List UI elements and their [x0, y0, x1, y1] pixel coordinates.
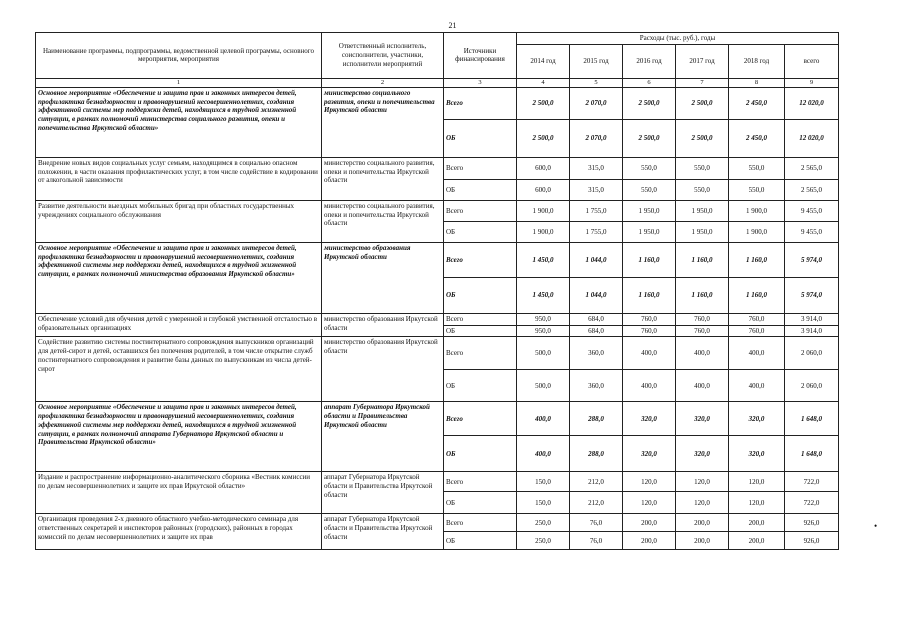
page-number: 21	[448, 21, 457, 30]
funding-source: Всего	[444, 337, 517, 370]
executor: министерство образования Иркутской области	[322, 337, 444, 402]
year-value: 2 500,0	[517, 87, 570, 119]
year-value: 1 044,0	[570, 277, 623, 313]
year-value: 2 500,0	[676, 119, 729, 157]
year-value: 550,0	[623, 157, 676, 179]
year-value: 550,0	[729, 179, 785, 200]
table-row	[36, 514, 839, 532]
year-value: 1 450,0	[517, 242, 570, 277]
total-value: 3 914,0	[785, 325, 839, 337]
executor: аппарат Губернатора Иркутской области и Правительства Иркутской области	[322, 514, 444, 550]
year-value: 320,0	[729, 436, 785, 472]
year-value: 1 900,0	[517, 221, 570, 242]
year-value: 400,0	[676, 370, 729, 402]
funding-source: ОБ	[444, 532, 517, 550]
year-value: 950,0	[517, 325, 570, 337]
total-value: 722,0	[785, 472, 839, 492]
executor: министерство социального развития, опеки и попечительства Иркутской области	[322, 87, 444, 157]
year-value: 400,0	[729, 337, 785, 370]
year-value: 760,0	[729, 325, 785, 337]
year-value: 1 950,0	[676, 221, 729, 242]
year-value: 550,0	[623, 179, 676, 200]
year-value: 120,0	[676, 492, 729, 514]
funding-source: Всего	[444, 472, 517, 492]
year-value: 400,0	[517, 436, 570, 472]
funding-source: Всего	[444, 242, 517, 277]
total-value: 9 455,0	[785, 221, 839, 242]
year-value: 120,0	[676, 472, 729, 492]
column-index: 8	[729, 78, 785, 87]
header-year: 2016 год	[623, 44, 676, 78]
year-value: 760,0	[623, 313, 676, 325]
year-value: 760,0	[623, 325, 676, 337]
year-value: 1 160,0	[729, 277, 785, 313]
year-value: 1 160,0	[623, 277, 676, 313]
total-value: 2 060,0	[785, 337, 839, 370]
year-value: 1 950,0	[623, 200, 676, 221]
activity-name: Организация проведения 2-х дневного областного учебно-методического семинара для ответственных секретарей и инспекторов районных (городских), районных в городах комиссий по делам несовершеннолетних и защите их прав	[36, 514, 322, 550]
year-value: 1 160,0	[729, 242, 785, 277]
executor: министерство социального развития, опеки и попечительства Иркутской области	[322, 200, 444, 242]
year-value: 2 500,0	[623, 119, 676, 157]
year-value: 150,0	[517, 492, 570, 514]
header-year: 2015 год	[570, 44, 623, 78]
year-value: 400,0	[623, 337, 676, 370]
year-value: 550,0	[676, 179, 729, 200]
header-total: всего	[785, 44, 839, 78]
year-value: 2 450,0	[729, 119, 785, 157]
funding-source: ОБ	[444, 119, 517, 157]
funding-source: Всего	[444, 402, 517, 436]
table-row	[36, 200, 839, 221]
column-index: 3	[444, 78, 517, 87]
total-value: 2 060,0	[785, 370, 839, 402]
funding-source: Всего	[444, 87, 517, 119]
year-value: 950,0	[517, 313, 570, 325]
year-value: 2 070,0	[570, 119, 623, 157]
activity-name: Основное мероприятие «Обеспечение и защита прав и законных интересов детей, профилактика безнадзорности и правонарушений несовершеннолетних, создания эффективной системы мер поддержки детей, находящихся в трудной жизненной ситуации, в рамках полномочий министерства образования Иркутской области»	[36, 242, 322, 313]
executor: министерство социального развития, опеки и попечительства Иркутской области	[322, 157, 444, 200]
header-expenses: Расходы (тыс. руб.), годы	[517, 33, 839, 45]
year-value: 1 900,0	[729, 221, 785, 242]
header-source: Источники финансирования	[444, 33, 517, 79]
year-value: 2 500,0	[623, 87, 676, 119]
year-value: 120,0	[729, 492, 785, 514]
total-value: 12 020,0	[785, 87, 839, 119]
year-value: 600,0	[517, 157, 570, 179]
total-value: 5 974,0	[785, 242, 839, 277]
table-body	[36, 87, 839, 550]
year-value: 500,0	[517, 370, 570, 402]
year-value: 1 044,0	[570, 242, 623, 277]
year-value: 550,0	[729, 157, 785, 179]
total-value: 12 020,0	[785, 119, 839, 157]
year-value: 320,0	[676, 436, 729, 472]
year-value: 360,0	[570, 370, 623, 402]
year-value: 400,0	[517, 402, 570, 436]
year-value: 1 755,0	[570, 200, 623, 221]
year-value: 288,0	[570, 402, 623, 436]
total-value: 1 648,0	[785, 402, 839, 436]
year-value: 2 500,0	[517, 119, 570, 157]
funding-source: ОБ	[444, 492, 517, 514]
year-value: 320,0	[729, 402, 785, 436]
activity-name: Развитие деятельности выездных мобильных бригад при областных государственных учреждениях социального обслуживания	[36, 200, 322, 242]
funding-source: ОБ	[444, 221, 517, 242]
total-value: 2 565,0	[785, 157, 839, 179]
total-value: 722,0	[785, 492, 839, 514]
budget-table	[35, 32, 839, 550]
funding-source: ОБ	[444, 436, 517, 472]
total-value: 3 914,0	[785, 313, 839, 325]
table-row	[36, 337, 839, 370]
total-value: 5 974,0	[785, 277, 839, 313]
year-value: 320,0	[623, 436, 676, 472]
year-value: 550,0	[676, 157, 729, 179]
scan-mark: '	[268, 56, 269, 61]
year-value: 120,0	[623, 492, 676, 514]
year-value: 76,0	[570, 514, 623, 532]
header-year: 2017 год	[676, 44, 729, 78]
header-year: 2014 год	[517, 44, 570, 78]
year-value: 760,0	[676, 325, 729, 337]
executor: министерство образования Иркутской области	[322, 242, 444, 313]
column-index: 2	[322, 78, 444, 87]
year-value: 120,0	[623, 472, 676, 492]
activity-name: Основное мероприятие «Обеспечение и защита прав и законных интересов детей, профилактика безнадзорности и правонарушений несовершеннолетних, создания эффективной системы мер поддержки детей, находящихся в трудной жизненной ситуации, в рамках полномочий аппарата Губернатора Иркутской области и Правительства Иркутской области»	[36, 402, 322, 472]
year-value: 684,0	[570, 313, 623, 325]
activity-name: Издание и распространение информационно-аналитического сборника «Вестник комиссии по делам несовершеннолетних и защите их прав Иркутской области»	[36, 472, 322, 514]
year-value: 200,0	[623, 532, 676, 550]
year-value: 200,0	[729, 532, 785, 550]
activity-name: Внедрение новых видов социальных услуг семьям, находящимся в социально опасном положении, в части оказания профилактических услуг, в том числе содействие в кодировании от алкогольной зависимости	[36, 157, 322, 200]
column-index: 4	[517, 78, 570, 87]
year-value: 212,0	[570, 492, 623, 514]
year-value: 1 950,0	[676, 200, 729, 221]
year-value: 400,0	[623, 370, 676, 402]
funding-source: Всего	[444, 200, 517, 221]
year-value: 500,0	[517, 337, 570, 370]
year-value: 315,0	[570, 157, 623, 179]
header-year: 2018 год	[729, 44, 785, 78]
column-index: 5	[570, 78, 623, 87]
table-row	[36, 472, 839, 492]
year-value: 684,0	[570, 325, 623, 337]
funding-source: Всего	[444, 157, 517, 179]
year-value: 400,0	[729, 370, 785, 402]
table-row	[36, 87, 839, 119]
activity-name: Основное мероприятие «Обеспечение и защита прав и законных интересов детей, профилактика безнадзорности и правонарушений несовершеннолетних, создания эффективной системы мер поддержки детей, находящихся в трудной жизненной ситуации, в рамках полномочий министерства социального развития, опеки и попечительства Иркутской области»	[36, 87, 322, 157]
funding-source: ОБ	[444, 370, 517, 402]
year-value: 1 160,0	[623, 242, 676, 277]
column-index: 1	[36, 78, 322, 87]
total-value: 9 455,0	[785, 200, 839, 221]
total-value: 926,0	[785, 532, 839, 550]
year-value: 2 070,0	[570, 87, 623, 119]
header-name: Наименование программы, подпрограммы, ведомственной целевой программы, основного мероприятия, мероприятия	[36, 33, 322, 79]
year-value: 200,0	[676, 532, 729, 550]
scan-mark: •	[874, 521, 878, 531]
year-value: 212,0	[570, 472, 623, 492]
activity-name: Обеспечение условий для обучения детей с умеренной и глубокой умственной отсталостью в образовательных организациях	[36, 313, 322, 337]
year-value: 200,0	[729, 514, 785, 532]
table-row	[36, 157, 839, 179]
column-index: 7	[676, 78, 729, 87]
column-index: 9	[785, 78, 839, 87]
executor: аппарат Губернатора Иркутской области и Правительства Иркутской области	[322, 402, 444, 472]
total-value: 926,0	[785, 514, 839, 532]
year-value: 760,0	[729, 313, 785, 325]
year-value: 760,0	[676, 313, 729, 325]
year-value: 76,0	[570, 532, 623, 550]
executor: аппарат Губернатора Иркутской области и Правительства Иркутской области	[322, 472, 444, 514]
year-value: 1 900,0	[729, 200, 785, 221]
year-value: 1 950,0	[623, 221, 676, 242]
table-row	[36, 242, 839, 277]
total-value: 2 565,0	[785, 179, 839, 200]
year-value: 360,0	[570, 337, 623, 370]
year-value: 250,0	[517, 514, 570, 532]
year-value: 250,0	[517, 532, 570, 550]
year-value: 320,0	[676, 402, 729, 436]
executor: министерство образования Иркутской области	[322, 313, 444, 337]
year-value: 315,0	[570, 179, 623, 200]
header-executor: Ответственный исполнитель, соисполнители, участники, исполнители мероприятий	[322, 33, 444, 79]
year-value: 1 450,0	[517, 277, 570, 313]
column-index: 6	[623, 78, 676, 87]
year-value: 400,0	[676, 337, 729, 370]
year-value: 600,0	[517, 179, 570, 200]
year-value: 200,0	[623, 514, 676, 532]
table-row	[36, 313, 839, 325]
year-value: 120,0	[729, 472, 785, 492]
year-value: 320,0	[623, 402, 676, 436]
funding-source: Всего	[444, 313, 517, 325]
table-row	[36, 402, 839, 436]
year-value: 1 160,0	[676, 242, 729, 277]
year-value: 150,0	[517, 472, 570, 492]
year-value: 200,0	[676, 514, 729, 532]
year-value: 1 755,0	[570, 221, 623, 242]
total-value: 1 648,0	[785, 436, 839, 472]
year-value: 288,0	[570, 436, 623, 472]
activity-name: Содействие развитию системы постинтернатного сопровождения выпускников организаций для детей-сирот и детей, оставшихся без попечения родителей, в том числе открытие служб постинтернатного сопровождения и развитие базы данных по выпускникам из числа детей-сирот	[36, 337, 322, 402]
funding-source: ОБ	[444, 179, 517, 200]
funding-source: ОБ	[444, 325, 517, 337]
year-value: 2 500,0	[676, 87, 729, 119]
year-value: 2 450,0	[729, 87, 785, 119]
year-value: 1 160,0	[676, 277, 729, 313]
funding-source: Всего	[444, 514, 517, 532]
year-value: 1 900,0	[517, 200, 570, 221]
funding-source: ОБ	[444, 277, 517, 313]
